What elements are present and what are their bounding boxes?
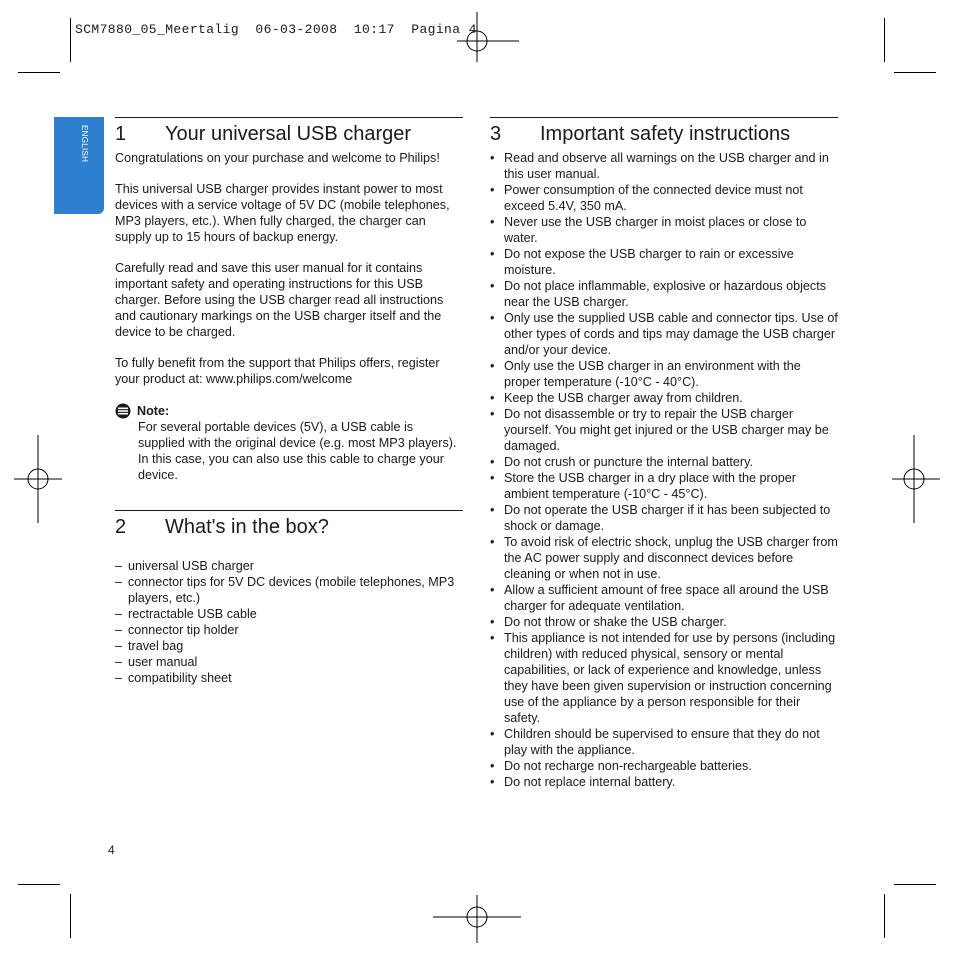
section-1-title: Your universal USB charger [165, 123, 412, 145]
register-paragraph: To fully benefit from the support that Philips offers, register your product at: www.philips.com/welcome [115, 356, 440, 386]
list-item: – connector tip holder [115, 622, 463, 638]
box-contents-list [115, 558, 463, 686]
printer-slug: SCM7880_05_Meertalig 06-03-2008 10:17 Pagina 4 [75, 22, 477, 37]
description-paragraph: This universal USB charger provides instant power to most devices with a service voltage of 5V DC (mobile telephones, MP3 players, etc.). When fully charged, the charger can supply up to 15 hours of backup energy. [115, 182, 450, 244]
registration-mark-bottom [433, 895, 521, 943]
section-3-title: Important safety instructions [540, 123, 791, 145]
list-item: • Never use the USB charger in moist places or close to water. [490, 214, 838, 246]
registration-mark-left [14, 435, 62, 523]
list-item: • Do not replace internal battery. [490, 774, 838, 790]
list-item: • This appliance is not intended for use by persons (including children) with reduced physical, sensory or mental capabilities, or lack of experience and knowledge, unless they have been given supervision or instruction concerning use of the appliance by a person responsible for their safety. [490, 630, 838, 726]
list-item: • Keep the USB charger away from children. [490, 390, 838, 406]
note-heading [115, 403, 463, 419]
list-item: • Only use the supplied USB cable and connector tips. Use of other types of cords and tips may damage the USB charger and/or your device. [490, 310, 838, 358]
list-item: • Allow a sufficient amount of free space all around the USB charger for adequate ventilation. [490, 582, 838, 614]
section-2-title: What's in the box? [165, 516, 329, 538]
list-item: • To avoid risk of electric shock, unplug the USB charger from the AC power supply and disconnect devices before cleaning or when not in use. [490, 534, 838, 582]
safety-read-paragraph: Carefully read and save this user manual for it contains important safety and operating instructions for this USB charger. Before using the USB charger read all instructions and cautionary markings on the USB charger itself and the device to be charged. [115, 261, 444, 339]
list-item: – rectractable USB cable [115, 606, 463, 622]
list-item: – travel bag [115, 638, 463, 654]
section-3-heading [490, 117, 838, 150]
list-item: – compatibility sheet [115, 670, 463, 686]
language-tab-label: ENGLISH [80, 125, 89, 163]
list-item: • Do not throw or shake the USB charger. [490, 614, 838, 630]
section-2-heading [115, 510, 463, 543]
list-item: • Only use the USB charger in an environment with the proper temperature (-10°C - 40°C). [490, 358, 838, 390]
list-item: • Do not crush or puncture the internal battery. [490, 454, 838, 470]
list-item: • Store the USB charger in a dry place with the proper ambient temperature (-10°C - 45°C). [490, 470, 838, 502]
list-item: • Do not operate the USB charger if it has been subjected to shock or damage. [490, 502, 838, 534]
section-1-number: 1 [115, 123, 127, 145]
list-item: • Children should be supervised to ensure that they do not play with the appliance. [490, 726, 838, 758]
registration-mark-top [457, 12, 519, 74]
safety-instructions-list [490, 150, 838, 790]
list-item: – user manual [115, 654, 463, 670]
intro-paragraph: Congratulations on your purchase and welcome to Philips! [115, 151, 440, 165]
section-1-heading [115, 117, 463, 150]
section-3-number: 3 [490, 123, 502, 145]
section-2-number: 2 [115, 516, 127, 538]
list-item: • Power consumption of the connected device must not exceed 5.4V, 350 mA. [490, 182, 838, 214]
list-item: – connector tips for 5V DC devices (mobile telephones, MP3 players, etc.) [115, 574, 463, 606]
page-number: 4 [108, 843, 115, 857]
left-column [115, 117, 463, 686]
note-text: For several portable devices (5V), a USB cable is supplied with the original device (e.g. most MP3 players). In this case, you can also use this cable to charge your device. [138, 420, 457, 482]
list-item: – universal USB charger [115, 558, 463, 574]
list-item: • Do not disassemble or try to repair the USB charger yourself. You might get injured or the USB charger may be damaged. [490, 406, 838, 454]
list-item: • Read and observe all warnings on the USB charger and in this user manual. [490, 150, 838, 182]
right-column [490, 117, 838, 790]
language-tab [54, 117, 104, 214]
list-item: • Do not recharge non-rechargeable batteries. [490, 758, 838, 774]
list-item: • Do not expose the USB charger to rain or excessive moisture. [490, 246, 838, 278]
note-label: Note: [137, 404, 170, 418]
note-icon [115, 403, 131, 419]
list-item: • Do not place inflammable, explosive or hazardous objects near the USB charger. [490, 278, 838, 310]
registration-mark-right [892, 435, 940, 523]
